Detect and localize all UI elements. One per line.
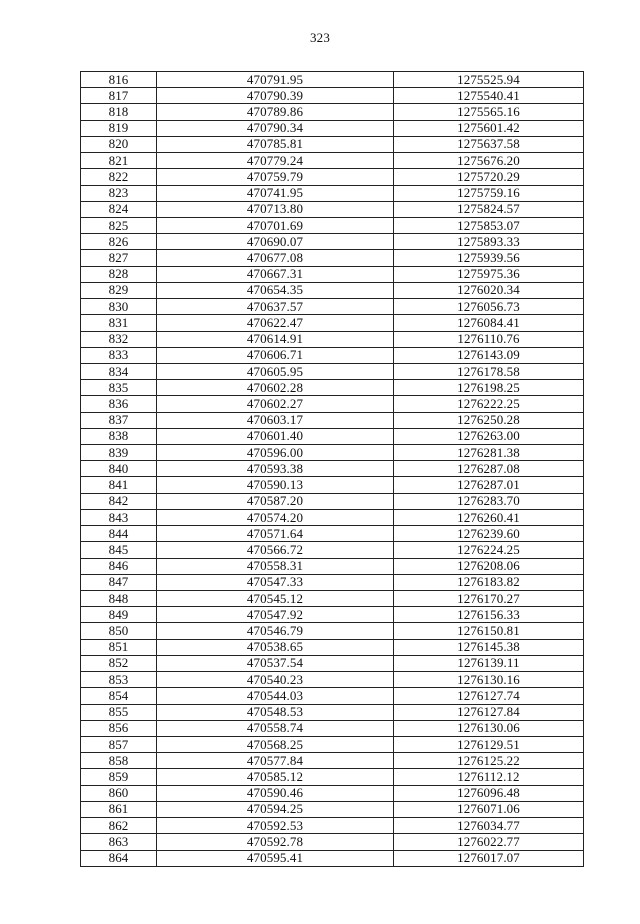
x-coordinate-cell: 470614.91 — [157, 331, 394, 347]
point-number-cell: 819 — [81, 120, 157, 136]
x-coordinate-cell: 470547.33 — [157, 574, 394, 590]
table-row — [81, 736, 584, 752]
table-row — [81, 266, 584, 282]
point-number-cell: 845 — [81, 542, 157, 558]
x-coordinate-cell: 470547.92 — [157, 607, 394, 623]
coordinates-table — [80, 71, 584, 867]
x-coordinate-cell: 470654.35 — [157, 282, 394, 298]
table-row — [81, 250, 584, 266]
y-coordinate-cell: 1276096.48 — [394, 785, 584, 801]
point-number-cell: 827 — [81, 250, 157, 266]
point-number-cell: 816 — [81, 72, 157, 88]
y-coordinate-cell: 1276127.84 — [394, 704, 584, 720]
table-row — [81, 363, 584, 379]
point-number-cell: 831 — [81, 315, 157, 331]
x-coordinate-cell: 470538.65 — [157, 639, 394, 655]
x-coordinate-cell: 470594.25 — [157, 801, 394, 817]
y-coordinate-cell: 1275525.94 — [394, 72, 584, 88]
table-row — [81, 72, 584, 88]
y-coordinate-cell: 1276263.00 — [394, 428, 584, 444]
point-number-cell: 858 — [81, 753, 157, 769]
point-number-cell: 850 — [81, 623, 157, 639]
table-row — [81, 834, 584, 850]
y-coordinate-cell: 1275939.56 — [394, 250, 584, 266]
table-row — [81, 136, 584, 152]
table-row — [81, 558, 584, 574]
x-coordinate-cell: 470540.23 — [157, 672, 394, 688]
point-number-cell: 847 — [81, 574, 157, 590]
point-number-cell: 849 — [81, 607, 157, 623]
y-coordinate-cell: 1275824.57 — [394, 201, 584, 217]
table-row — [81, 509, 584, 525]
x-coordinate-cell: 470558.31 — [157, 558, 394, 574]
x-coordinate-cell: 470544.03 — [157, 688, 394, 704]
x-coordinate-cell: 470759.79 — [157, 169, 394, 185]
point-number-cell: 864 — [81, 850, 157, 866]
point-number-cell: 854 — [81, 688, 157, 704]
x-coordinate-cell: 470545.12 — [157, 591, 394, 607]
x-coordinate-cell: 470537.54 — [157, 655, 394, 671]
point-number-cell: 838 — [81, 428, 157, 444]
y-coordinate-cell: 1275853.07 — [394, 217, 584, 233]
y-coordinate-cell: 1275601.42 — [394, 120, 584, 136]
y-coordinate-cell: 1276281.38 — [394, 445, 584, 461]
y-coordinate-cell: 1276145.38 — [394, 639, 584, 655]
y-coordinate-cell: 1276129.51 — [394, 736, 584, 752]
y-coordinate-cell: 1276017.07 — [394, 850, 584, 866]
point-number-cell: 861 — [81, 801, 157, 817]
table-row — [81, 818, 584, 834]
point-number-cell: 829 — [81, 282, 157, 298]
point-number-cell: 848 — [81, 591, 157, 607]
table-row — [81, 493, 584, 509]
y-coordinate-cell: 1275565.16 — [394, 104, 584, 120]
y-coordinate-cell: 1276022.77 — [394, 834, 584, 850]
table-row — [81, 315, 584, 331]
y-coordinate-cell: 1276250.28 — [394, 412, 584, 428]
point-number-cell: 825 — [81, 217, 157, 233]
y-coordinate-cell: 1276130.16 — [394, 672, 584, 688]
point-number-cell: 821 — [81, 153, 157, 169]
point-number-cell: 841 — [81, 477, 157, 493]
point-number-cell: 862 — [81, 818, 157, 834]
point-number-cell: 826 — [81, 234, 157, 250]
table-row — [81, 412, 584, 428]
point-number-cell: 851 — [81, 639, 157, 655]
table-row — [81, 347, 584, 363]
point-number-cell: 844 — [81, 526, 157, 542]
x-coordinate-cell: 470713.80 — [157, 201, 394, 217]
x-coordinate-cell: 470606.71 — [157, 347, 394, 363]
point-number-cell: 855 — [81, 704, 157, 720]
y-coordinate-cell: 1276260.41 — [394, 509, 584, 525]
y-coordinate-cell: 1276183.82 — [394, 574, 584, 590]
y-coordinate-cell: 1276198.25 — [394, 380, 584, 396]
point-number-cell: 846 — [81, 558, 157, 574]
table-row — [81, 526, 584, 542]
y-coordinate-cell: 1276110.76 — [394, 331, 584, 347]
table-row — [81, 169, 584, 185]
point-number-cell: 843 — [81, 509, 157, 525]
table-row — [81, 769, 584, 785]
x-coordinate-cell: 470785.81 — [157, 136, 394, 152]
y-coordinate-cell: 1275975.36 — [394, 266, 584, 282]
point-number-cell: 859 — [81, 769, 157, 785]
point-number-cell: 837 — [81, 412, 157, 428]
x-coordinate-cell: 470590.46 — [157, 785, 394, 801]
y-coordinate-cell: 1276084.41 — [394, 315, 584, 331]
table-row — [81, 153, 584, 169]
y-coordinate-cell: 1276156.33 — [394, 607, 584, 623]
table-row — [81, 704, 584, 720]
point-number-cell: 840 — [81, 461, 157, 477]
table-row — [81, 331, 584, 347]
x-coordinate-cell: 470791.95 — [157, 72, 394, 88]
x-coordinate-cell: 470558.74 — [157, 720, 394, 736]
point-number-cell: 857 — [81, 736, 157, 752]
table-row — [81, 639, 584, 655]
coordinates-table-body — [81, 72, 584, 867]
y-coordinate-cell: 1276034.77 — [394, 818, 584, 834]
table-row — [81, 477, 584, 493]
table-row — [81, 120, 584, 136]
point-number-cell: 830 — [81, 299, 157, 315]
x-coordinate-cell: 470574.20 — [157, 509, 394, 525]
x-coordinate-cell: 470605.95 — [157, 363, 394, 379]
x-coordinate-cell: 470601.40 — [157, 428, 394, 444]
y-coordinate-cell: 1276170.27 — [394, 591, 584, 607]
x-coordinate-cell: 470587.20 — [157, 493, 394, 509]
x-coordinate-cell: 470592.53 — [157, 818, 394, 834]
y-coordinate-cell: 1276224.25 — [394, 542, 584, 558]
y-coordinate-cell: 1275676.20 — [394, 153, 584, 169]
table-row — [81, 282, 584, 298]
point-number-cell: 839 — [81, 445, 157, 461]
table-row — [81, 380, 584, 396]
y-coordinate-cell: 1276139.11 — [394, 655, 584, 671]
y-coordinate-cell: 1276112.12 — [394, 769, 584, 785]
x-coordinate-cell: 470790.39 — [157, 88, 394, 104]
x-coordinate-cell: 470602.27 — [157, 396, 394, 412]
table-row — [81, 720, 584, 736]
y-coordinate-cell: 1275540.41 — [394, 88, 584, 104]
x-coordinate-cell: 470593.38 — [157, 461, 394, 477]
x-coordinate-cell: 470701.69 — [157, 217, 394, 233]
point-number-cell: 823 — [81, 185, 157, 201]
y-coordinate-cell: 1276143.09 — [394, 347, 584, 363]
y-coordinate-cell: 1275720.29 — [394, 169, 584, 185]
table-row — [81, 785, 584, 801]
point-number-cell: 853 — [81, 672, 157, 688]
y-coordinate-cell: 1276150.81 — [394, 623, 584, 639]
y-coordinate-cell: 1275759.16 — [394, 185, 584, 201]
point-number-cell: 832 — [81, 331, 157, 347]
x-coordinate-cell: 470622.47 — [157, 315, 394, 331]
y-coordinate-cell: 1275637.58 — [394, 136, 584, 152]
y-coordinate-cell: 1276020.34 — [394, 282, 584, 298]
x-coordinate-cell: 470603.17 — [157, 412, 394, 428]
table-row — [81, 672, 584, 688]
x-coordinate-cell: 470690.07 — [157, 234, 394, 250]
x-coordinate-cell: 470548.53 — [157, 704, 394, 720]
table-row — [81, 217, 584, 233]
y-coordinate-cell: 1275893.33 — [394, 234, 584, 250]
y-coordinate-cell: 1276130.06 — [394, 720, 584, 736]
point-number-cell: 836 — [81, 396, 157, 412]
point-number-cell: 860 — [81, 785, 157, 801]
x-coordinate-cell: 470568.25 — [157, 736, 394, 752]
y-coordinate-cell: 1276283.70 — [394, 493, 584, 509]
table-row — [81, 801, 584, 817]
y-coordinate-cell: 1276178.58 — [394, 363, 584, 379]
table-row — [81, 461, 584, 477]
page-number: 323 — [309, 30, 331, 45]
y-coordinate-cell: 1276056.73 — [394, 299, 584, 315]
y-coordinate-cell: 1276071.06 — [394, 801, 584, 817]
point-number-cell: 835 — [81, 380, 157, 396]
point-number-cell: 842 — [81, 493, 157, 509]
x-coordinate-cell: 470779.24 — [157, 153, 394, 169]
table-row — [81, 104, 584, 120]
table-row — [81, 299, 584, 315]
point-number-cell: 833 — [81, 347, 157, 363]
x-coordinate-cell: 470590.13 — [157, 477, 394, 493]
x-coordinate-cell: 470566.72 — [157, 542, 394, 558]
y-coordinate-cell: 1276287.08 — [394, 461, 584, 477]
x-coordinate-cell: 470741.95 — [157, 185, 394, 201]
table-row — [81, 850, 584, 866]
point-number-cell: 824 — [81, 201, 157, 217]
x-coordinate-cell: 470596.00 — [157, 445, 394, 461]
point-number-cell: 822 — [81, 169, 157, 185]
table-row — [81, 234, 584, 250]
table-row — [81, 688, 584, 704]
y-coordinate-cell: 1276222.25 — [394, 396, 584, 412]
point-number-cell: 818 — [81, 104, 157, 120]
x-coordinate-cell: 470677.08 — [157, 250, 394, 266]
x-coordinate-cell: 470602.28 — [157, 380, 394, 396]
table-row — [81, 542, 584, 558]
table-row — [81, 753, 584, 769]
point-number-cell: 863 — [81, 834, 157, 850]
point-number-cell: 817 — [81, 88, 157, 104]
y-coordinate-cell: 1276125.22 — [394, 753, 584, 769]
table-row — [81, 428, 584, 444]
table-row — [81, 655, 584, 671]
point-number-cell: 820 — [81, 136, 157, 152]
table-row — [81, 445, 584, 461]
x-coordinate-cell: 470637.57 — [157, 299, 394, 315]
point-number-cell: 852 — [81, 655, 157, 671]
point-number-cell: 856 — [81, 720, 157, 736]
table-row — [81, 607, 584, 623]
x-coordinate-cell: 470577.84 — [157, 753, 394, 769]
x-coordinate-cell: 470571.64 — [157, 526, 394, 542]
y-coordinate-cell: 1276287.01 — [394, 477, 584, 493]
point-number-cell: 828 — [81, 266, 157, 282]
y-coordinate-cell: 1276239.60 — [394, 526, 584, 542]
table-row — [81, 574, 584, 590]
x-coordinate-cell: 470789.86 — [157, 104, 394, 120]
y-coordinate-cell: 1276127.74 — [394, 688, 584, 704]
x-coordinate-cell: 470790.34 — [157, 120, 394, 136]
y-coordinate-cell: 1276208.06 — [394, 558, 584, 574]
table-row — [81, 185, 584, 201]
x-coordinate-cell: 470585.12 — [157, 769, 394, 785]
table-row — [81, 396, 584, 412]
table-row — [81, 623, 584, 639]
table-row — [81, 591, 584, 607]
x-coordinate-cell: 470592.78 — [157, 834, 394, 850]
x-coordinate-cell: 470667.31 — [157, 266, 394, 282]
point-number-cell: 834 — [81, 363, 157, 379]
table-row — [81, 88, 584, 104]
x-coordinate-cell: 470546.79 — [157, 623, 394, 639]
table-row — [81, 201, 584, 217]
x-coordinate-cell: 470595.41 — [157, 850, 394, 866]
